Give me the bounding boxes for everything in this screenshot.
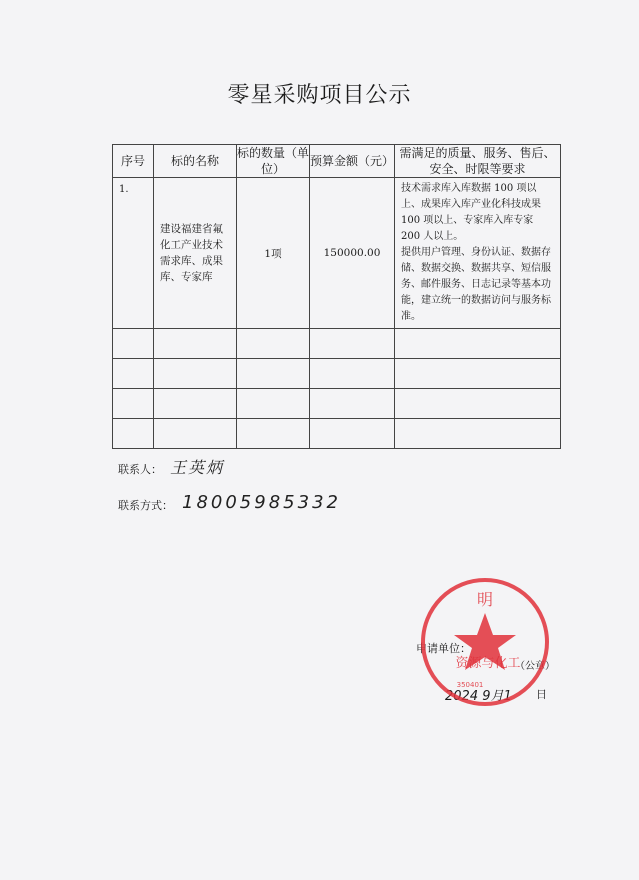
header-quantity: 标的数量（单位） bbox=[237, 146, 310, 176]
row-budget: 150000.00 bbox=[310, 178, 395, 329]
header-no: 序号 bbox=[113, 145, 154, 178]
header-budget: 预算金额（元） bbox=[310, 145, 395, 178]
contact-person-label: 联系人： bbox=[118, 463, 162, 476]
table-row bbox=[113, 178, 561, 329]
seal-code: 350401 bbox=[456, 681, 484, 689]
row-no: 1. bbox=[113, 178, 154, 329]
contact-person-signature: 王英炳 bbox=[170, 458, 225, 477]
contact-phone-label: 联系方式： bbox=[118, 499, 173, 512]
requirement-line-1: 技术需求库入库数据 100 项以上、成果库入库产业化科技成果 100 项以上、专家库入库专家 200 人以上。 bbox=[401, 183, 541, 242]
empty-row bbox=[113, 389, 561, 419]
empty-row bbox=[113, 359, 561, 389]
empty-row bbox=[113, 419, 561, 449]
empty-row bbox=[113, 329, 561, 359]
official-seal-stamp bbox=[418, 575, 552, 709]
seal-top-text: 明 bbox=[476, 590, 494, 609]
contact-phone-handwritten: 18005985332 bbox=[182, 492, 341, 513]
page-title: 零星采购项目公示 bbox=[227, 83, 412, 108]
row-quantity: 1项 bbox=[237, 178, 310, 329]
date-suffix: 日 bbox=[536, 688, 547, 701]
header-requirements: 需满足的质量、服务、售后、安全、时限等要求 bbox=[395, 145, 561, 178]
requirement-line-2: 提供用户管理、身份认证、数据存储、数据交换、数据共享、短信服务、邮件服务、日志记录等基本功能，建立统一的数据访问与服务标准。 bbox=[401, 247, 551, 322]
applicant-unit-label: 申请单位： bbox=[416, 642, 471, 655]
header-name: 标的名称 bbox=[154, 145, 237, 178]
seal-bottom-text: 资源与化工 bbox=[455, 656, 521, 671]
table-header-row bbox=[113, 145, 561, 178]
handwritten-date: 2024 9月1 bbox=[445, 689, 512, 704]
row-name: 建设福建省氟化工产业技术需求库、成果库、专家库 bbox=[154, 178, 237, 329]
row-requirements bbox=[395, 178, 561, 329]
official-seal-label: （公章） bbox=[515, 661, 555, 672]
procurement-table bbox=[112, 144, 561, 449]
